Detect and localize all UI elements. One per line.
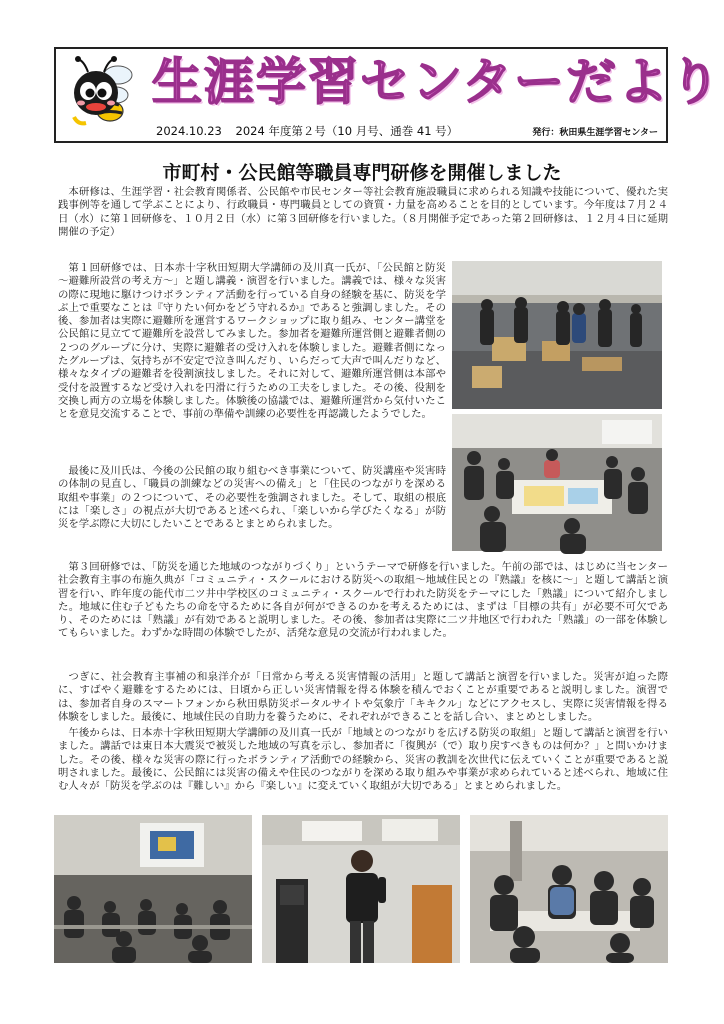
newsletter-title: 生涯学習センターだより	[152, 53, 722, 111]
photo-speaker	[262, 815, 460, 963]
issue-line	[156, 123, 468, 139]
photo-workshop-table	[470, 815, 668, 963]
masthead	[54, 47, 722, 143]
article-headline: 市町村・公民館等職員専門研修を開催しました	[162, 162, 562, 184]
photo-group-discussion	[452, 414, 662, 551]
photo-shelter-setup	[452, 261, 662, 409]
bee-mascot-icon	[66, 55, 140, 129]
issue-date: 2024.10.23	[156, 124, 222, 138]
photo-lecture-hall	[54, 815, 252, 963]
session1-paragraph-1: 第１回研修では、日本赤十字秋田短期大学講師の及川真一氏が、「公民館と防災～避難所設営の考え方～」と題し講義・演習を行いました。講義では、様々な災害の際に現地に駆けつけボランティア活動を行っている自身の経験を基に、防災を学ぶ上で重要なことは『守りたい何かをどう守れるか』であると強調しました。その後、参加者は実際に避難所を運営するワークショップに取り組み、センター講堂を公民館に見立てて避難所を設営してみました。参加者を避難所運営側と避難者側の２つのグループに分け、実際に避難者の受け入れを体験しました。避難者側になったグループは、気持ちが不安定で泣き叫んだり、いらだって大声で叫んだりなど、様々なタイプの避難者を役割演技しました。それに対して、避難所運営側は本部や受付を設置するなど受け入れを円滑に行うための工夫をしました。その後、役割を交換し両方の立場を体験しました。体験後の協議では、避難所運営から気付いたことを意見交流することで、事前の準備や訓練の必要性を再認識したようでした。	[58, 262, 446, 421]
intro-paragraph: 本研修は、生涯学習・社会教育関係者、公民館や市民センター等社会教育施設職員に求められる知識や技能について、優れた実践事例等を通して学ぶことにより、行政職員・専門職員としての資質・力量を高めることを目的としています。今年度は７月２４日（水）に第１回研修を、１０月２日（水）に第３回研修を行いました。（８月開催予定であった第２回研修は、１２月４日に延期開催の予定）	[58, 186, 668, 238]
session3-paragraph-2: つぎに、社会教育主事補の和泉洋介が「日常から考える災害情報の活用」と題して講話と演習を行いました。災害が迫った際に、すばやく避難をするためには、日頃から正しい災害情報を得る体験を積んでおくことが重要であると説明しました。演習では、参加者自身のスマートフォンから秋田県防災ポータルサイトや気象庁「キキクル」などにアクセスし、実際に災害情報を得る体験をしました。最後に、地域住民の自助力を養うために、それぞれができることを話し合い、まとめとしました。	[58, 671, 668, 723]
session3-paragraph-3: 午後からは、日本赤十字秋田短期大学講師の及川真一氏が「地域とのつながりを広げる防災の取組」と題して講話と演習を行いました。講話では東日本大震災で被災した地域の写真を示し、参加者に「復興が（で）取り戻すべきものは何か？」と問いかけました。その後、様々な災害の際に行ったボランティア活動での経験から、災害の教訓を次世代に伝えていくことが重要であると説明されました。最後に、公民館には災害の備えや住民のつながりを深める取り組みや事業が求められていると述べられ、地域に住む人々が「防災を学ぶのは『難しい』から『楽しい』に変えていく取組が大切である」とまとめられました。	[58, 727, 668, 793]
session3-paragraph-1: 第３回研修では、「防災を通じた地域のつながりづくり」というテーマで研修を行いました。午前の部では、はじめに当センター社会教育主事の布施久典が「コミュニティ・スクールにおける防災への取組～地域住民との『熟議』を核に～」と題して講話と演習を行い、昨年度の能代市二ツ井中学校区のコミュニティ・スクールで行われた防災をテーマにした「熟議」について紹介しました。地域に住む子どもたちの命を守るために各自が何ができるのかを考えるためには、まずは「目標の共有」が必要不可欠であり、そのためには「熟議」が有効であると説明しました。その後、参加者は実際に二ツ井地区で行われた「熟議」の一部を体験してもらいました。わずかな時間の体験でしたが、活発な意見の交流が行われました。	[58, 561, 668, 640]
publisher: 発行：秋田県生涯学習センター	[532, 128, 658, 138]
issue-number: 2024 年度第２号（10 月号、通巻 41 号）	[235, 124, 459, 138]
session1-paragraph-2: 最後に及川氏は、今後の公民館の取り組むべき事業について、防災講座や災害時の体制の見直し、「職員の訓練などの災害への備え」と「住民のつながりを深める取組や事業」の２つについて、その必要性を強調されました。そして、取組の根底には「楽しさ」の視点が大切であると述べられ、「楽しいから学びたくなる」が防災を学ぶ際に大切にしたいことであるとまとめられました。	[58, 465, 446, 531]
